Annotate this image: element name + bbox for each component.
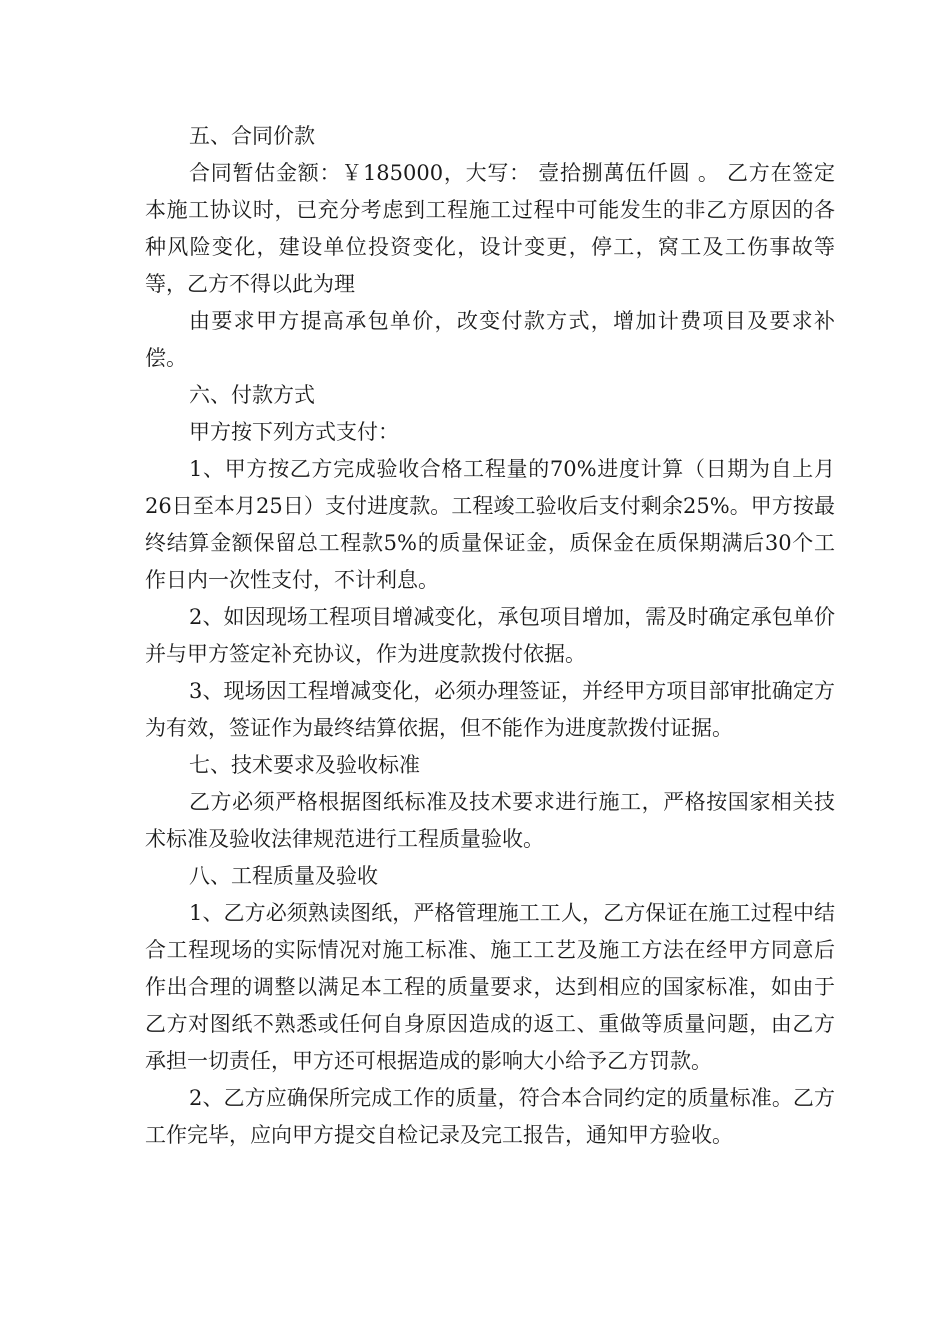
document-page (145, 118, 835, 1154)
paragraph-quality-item-1: 1、乙方必须熟读图纸，严格管理施工工人，乙方保证在施工过程中结合工程现场的实际情况对施工标准、施工工艺及施工方法在经甲方同意后作出合理的调整以满足本工程的质量要求，达到相应的国家标准，如由于乙方对图纸不熟悉或任何自身原因造成的返工、重做等质量问题，由乙方承担一切责任，甲方还可根据造成的影响大小给予乙方罚款。 (145, 901, 835, 1073)
paragraph-payment-item-3: 3、现场因工程增减变化，必须办理签证，并经甲方项目部审批确定方为有效，签证作为最终结算依据，但不能作为进度款拨付证据。 (145, 679, 835, 740)
paragraph-no-price-increase: 由要求甲方提高承包单价，改变付款方式，增加计费项目及要求补偿。 (145, 309, 835, 370)
section-heading-technical-requirements: 七、技术要求及验收标准 (189, 753, 420, 777)
paragraph-quality-item-2: 2、乙方应确保所完成工作的质量，符合本合同约定的质量标准。乙方工作完毕，应向甲方提交自检记录及完工报告，通知甲方验收。 (145, 1086, 835, 1147)
paragraph-technical-standards: 乙方必须严格根据图纸标准及技术要求进行施工，严格按国家相关技术标准及验收法律规范进行工程质量验收。 (145, 790, 835, 851)
section-heading-contract-price: 五、合同价款 (189, 124, 315, 148)
paragraph-payment-item-1: 1、甲方按乙方完成验收合格工程量的70%进度计算（日期为自上月26日至本月25日）支付进度款。工程竣工验收后支付剩余25%。甲方按最终结算金额保留总工程款5%的质量保证金，质保金在质保期满后30个工作日内一次性支付，不计利息。 (145, 457, 835, 592)
paragraph-contract-amount: 合同暂估金额：￥185000，大写： 壹拾捌萬伍仟圆 。 乙方在签定本施工协议时，已充分考虑到工程施工过程中可能发生的非乙方原因的各种风险变化，建设单位投资变化，设计变更，停工，窝工及工伤事故等等，乙方不得以此为理 (145, 161, 835, 296)
paragraph-payment-item-2: 2、如因现场工程项目增减变化，承包项目增加，需及时确定承包单价并与甲方签定补充协议，作为进度款拨付依据。 (145, 605, 835, 666)
paragraph-payment-intro: 甲方按下列方式支付： (189, 420, 399, 444)
section-heading-quality-acceptance: 八、工程质量及验收 (189, 864, 378, 888)
section-heading-payment-method: 六、付款方式 (189, 383, 315, 407)
